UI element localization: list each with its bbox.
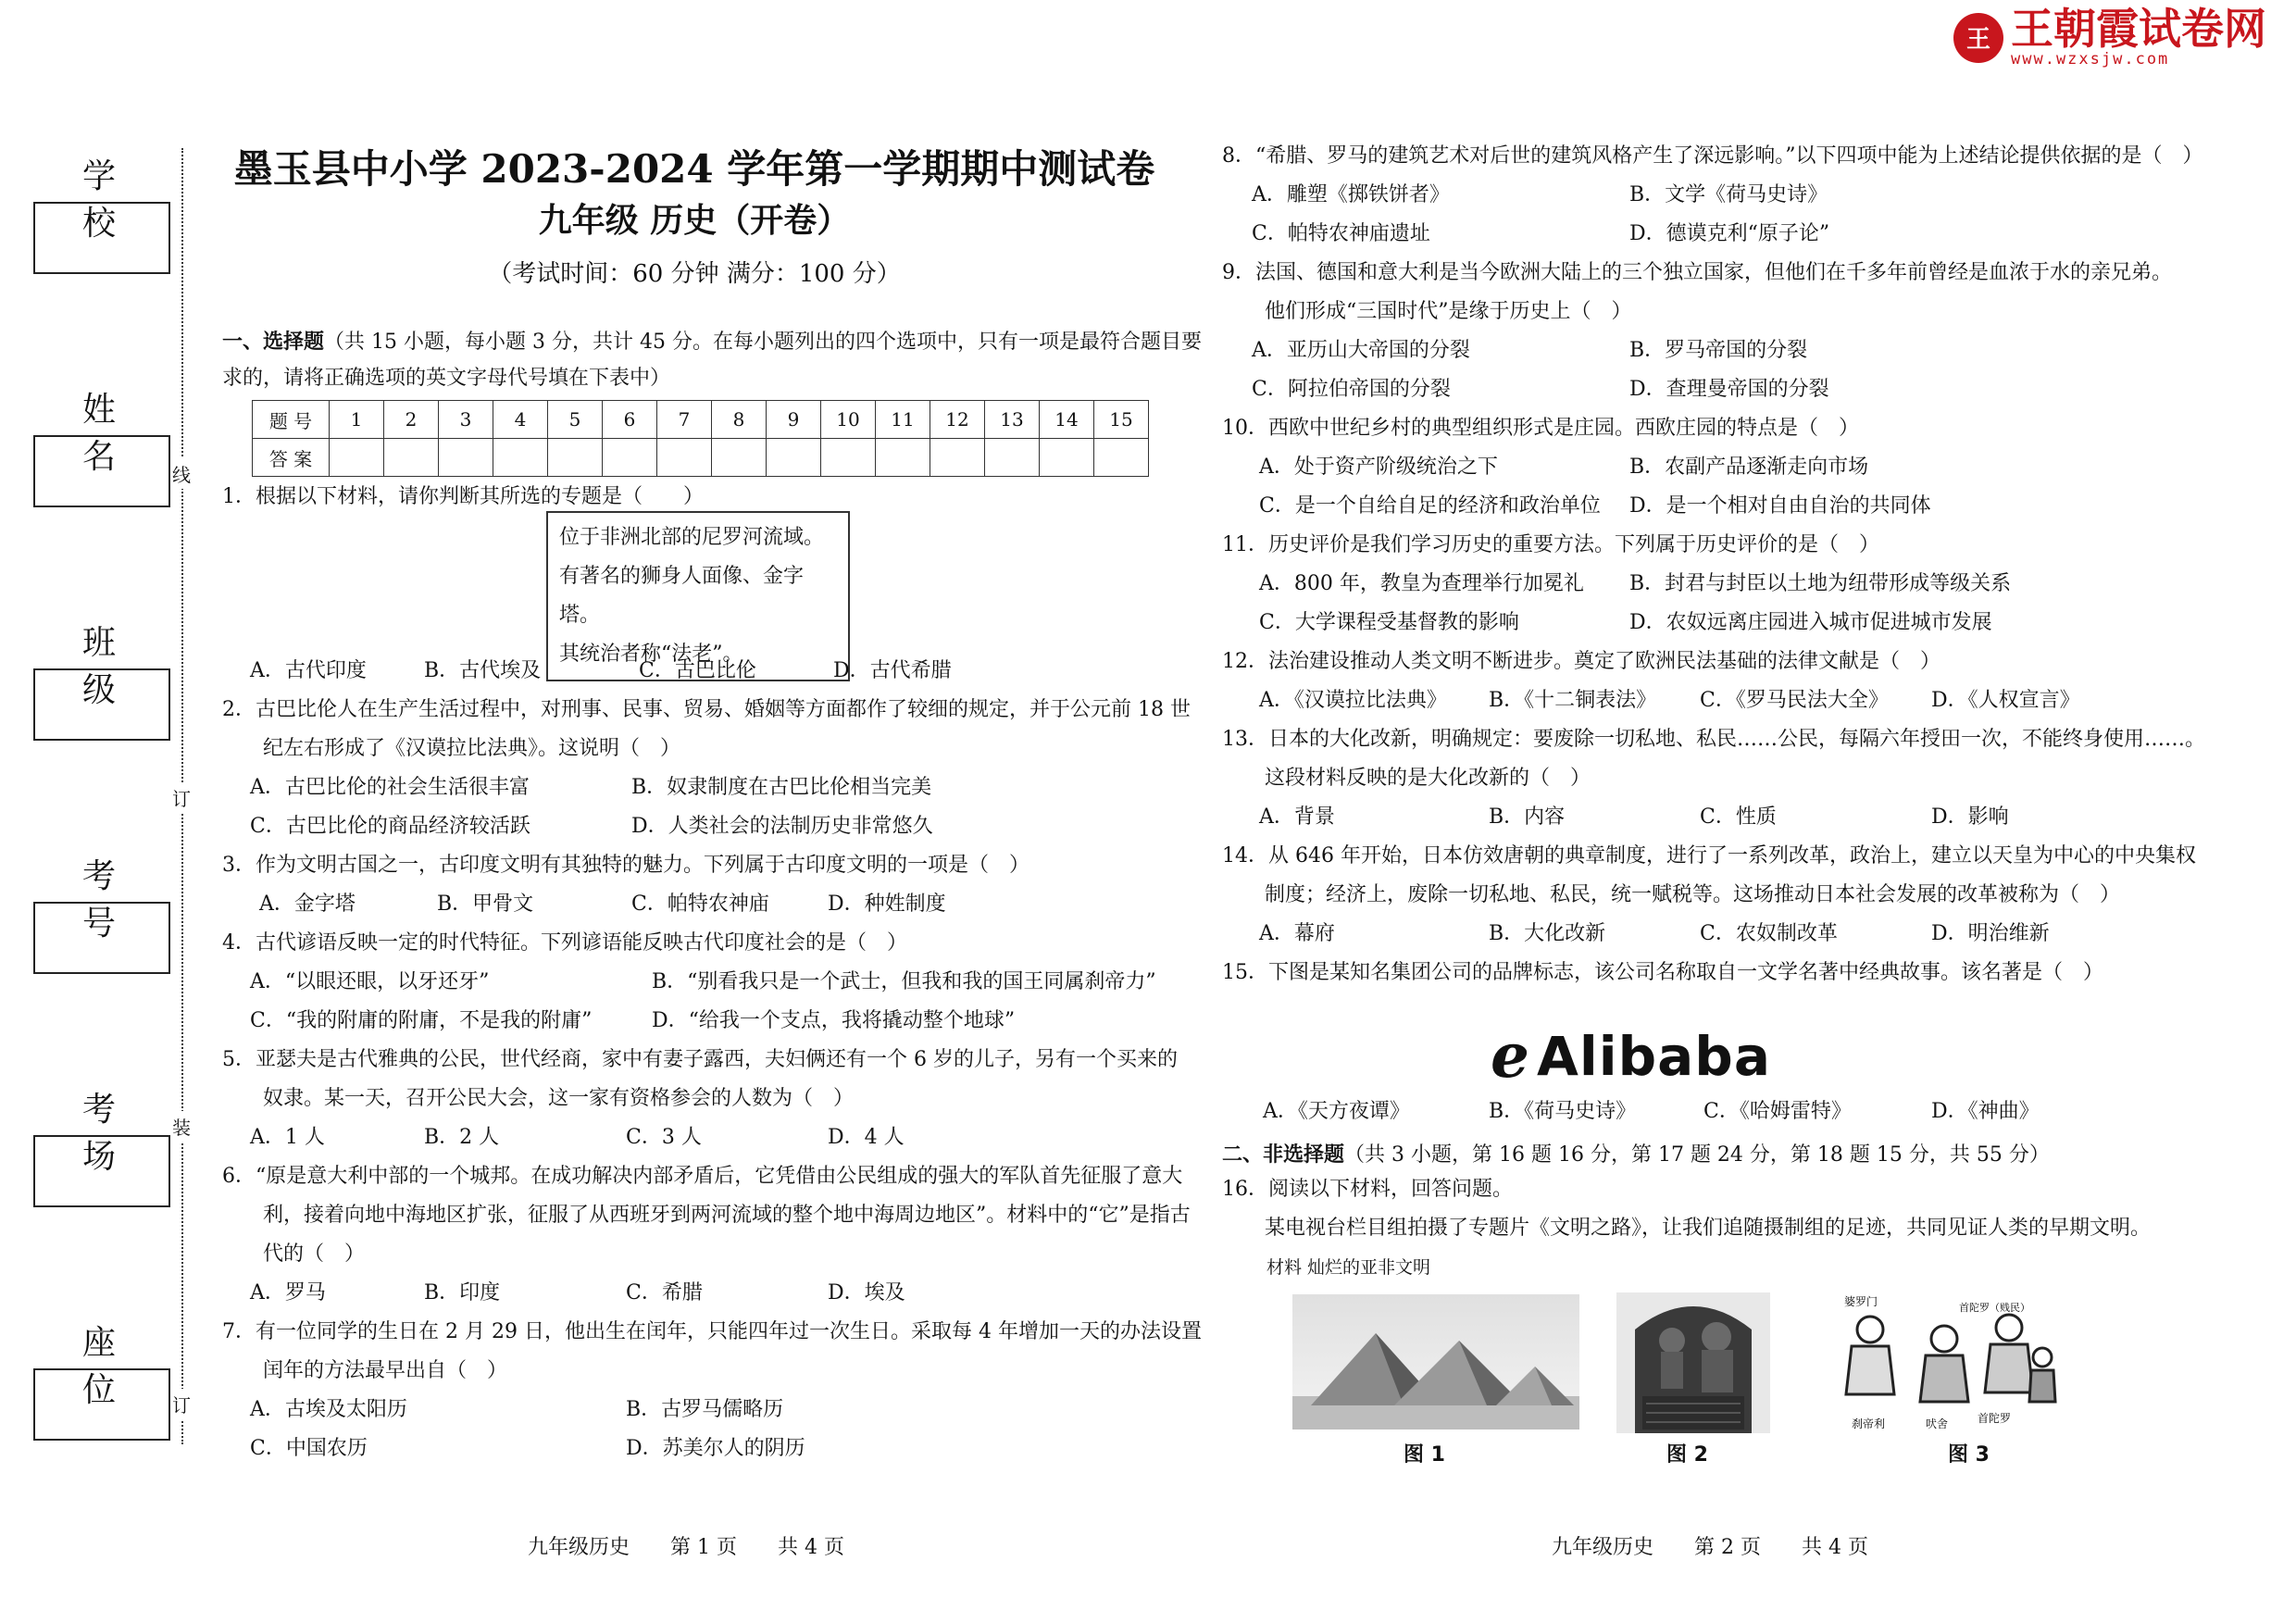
answer-cell[interactable] [1040,439,1094,477]
answer-cell[interactable] [493,439,548,477]
q12-option-b[interactable]: B．《十二铜表法》 [1489,689,1657,712]
answer-cell[interactable] [876,439,930,477]
table-cell: 5 [548,401,603,439]
q3-stem: 3．作为文明古国之一，古印度文明有其独特的魅力。下列属于古印度文明的一项是（ ） [222,854,1030,877]
q12-stem: 12．法治建设推动人类文明不断进步。奠定了欧洲民法基础的法律文献是（ ） [1222,650,1940,673]
q4-option-b[interactable]: B．“别看我只是一个武士，但我和我的国王同属刹帝力” [652,970,1156,993]
q6-option-a[interactable]: A．罗马 [250,1281,326,1305]
q4-option-a[interactable]: A．“以眼还眼，以牙还牙” [250,970,490,993]
q15-option-b[interactable]: B．《荷马史诗》 [1489,1100,1637,1123]
q5-option-a[interactable]: A．1 人 [250,1126,325,1149]
label-name: 姓 名 [81,391,138,476]
figure-caste-illustration-image [1824,1292,2065,1433]
answer-table-answer-row [253,439,1149,477]
caste-label: 婆罗门 [1844,1295,1878,1308]
q7-option-b[interactable]: B．古罗马儒略历 [626,1398,784,1421]
table-cell: 15 [1094,401,1149,439]
answer-cell[interactable] [712,439,767,477]
footer-page2: 九年级历史 第 2 页 共 4 页 [1552,1536,1868,1559]
q6-stem: 利，接着向地中海地区扩张，征服了从西班牙到两河流域的整个地中海周边地区”。材料中的“它”是指古 [263,1204,1191,1227]
binding-char: 装 [172,1111,191,1142]
table-cell: 12 [930,401,985,439]
section2-instr: （共 3 小题，第 16 题 16 分，第 17 题 24 分，第 18 题 15 分，共 55 分） [1344,1143,2050,1167]
q9-option-c[interactable]: C．阿拉伯帝国的分裂 [1252,378,1451,401]
answer-cell[interactable] [384,439,439,477]
label-exam-room: 考 场 [81,1091,138,1176]
q14-option-b[interactable]: B．大化改新 [1489,922,1606,945]
site-logo [1953,4,2266,69]
q8-option-b[interactable]: B．文学《荷马史诗》 [1629,183,1828,206]
q1-material-line: 位于非洲北部的尼罗河流域。 [559,526,825,549]
q14-stem: 14．从 646 年开始，日本仿效唐朝的典章制度，进行了一系列改革，政治上，建立以天皇为中心的中央集权 [1222,844,2196,868]
q11-option-d[interactable]: D．农奴远离庄园进入城市促进城市发展 [1629,611,1992,634]
logo-name: 王朝霞试卷网 [2011,4,2266,54]
q5-stem: 奴隶。某一天，召开公民大会，这一家有资格参会的人数为（ ） [263,1087,855,1110]
q10-option-a[interactable]: A．处于资产阶级统治之下 [1259,456,1498,479]
q5-stem: 5．亚瑟夫是古代雅典的公民，世代经商，家中有妻子露西，夫妇俩还有一个 6 岁的儿子，另有一个买来的 [222,1048,1178,1071]
q7-stem: 7．有一位同学的生日在 2 月 29 日，他出生在闰年，只能四年过一次生日。采取每 4 年增加一天的办法设置 [222,1320,1202,1343]
q10-option-d[interactable]: D．是一个相对自由自治的共同体 [1629,494,1931,518]
label-exam-number: 考 号 [81,857,138,943]
q3-option-b[interactable]: B．甲骨文 [437,893,534,916]
exam-subtitle: 九年级 历史（开卷） [538,201,851,240]
q16-intro: 某电视台栏目组拍摄了专题片《文明之路》，让我们追随摄制组的足迹，共同见证人类的早期文明。 [1265,1217,2152,1240]
table-cell: 8 [712,401,767,439]
q6-stem: 6．“原是意大利中部的一个城邦。在成功解决内部矛盾后，它凭借由公民组成的强大的军队首先征服了意大 [222,1165,1183,1188]
q4-stem: 4．古代谚语反映一定的时代特征。下列谚语能反映古代印度社会的是（ ） [222,931,907,955]
caste-label: 首陀罗 [1978,1412,2012,1425]
q8-option-c[interactable]: C．帕特农神庙遗址 [1252,222,1430,245]
label-seat: 座 位 [81,1324,138,1409]
figure-caption: 图 3 [1948,1443,1990,1467]
q15-option-a[interactable]: A．《天方夜谭》 [1263,1100,1410,1123]
q16-material-title: 材料 灿烂的亚非文明 [1267,1257,1431,1278]
binding-char: 线 [172,458,191,489]
label-school: 学 校 [81,157,138,243]
q13-option-c[interactable]: C．性质 [1700,805,1777,829]
q14-option-c[interactable]: C．农奴制改革 [1700,922,1838,945]
caste-label: 首陀罗（贱民） [1959,1302,2030,1314]
q10-stem: 10．西欧中世纪乡村的典型组织形式是庄园。西欧庄园的特点是（ ） [1222,417,1859,440]
q1-option-a[interactable]: A．古代印度 [250,659,367,682]
q9-stem: 9．法国、德国和意大利是当今欧洲大陆上的三个独立国家，但他们在千多年前曾经是血浓于水的亲兄弟。 [1222,261,2173,284]
q13-option-b[interactable]: B．内容 [1489,805,1566,829]
q1-stem: 1．根据以下材料，请你判断其所选的专题是（ ） [222,485,704,508]
answer-cell[interactable] [985,439,1040,477]
section1-heading: 一、选择题 [222,330,325,354]
q8-option-d[interactable]: D．德谟克利“原子论” [1629,222,1830,245]
table-cell: 11 [876,401,930,439]
q2-option-c[interactable]: C．古巴比伦的商品经济较活跃 [250,815,530,838]
q2-option-d[interactable]: D．人类社会的法制历史非常悠久 [631,815,933,838]
q11-option-b[interactable]: B．封君与封臣以土地为纽带形成等级关系 [1629,572,2012,595]
q2-stem: 纪左右形成了《汉谟拉比法典》。这说明（ ） [263,737,681,760]
q10-option-b[interactable]: B．农副产品逐渐走向市场 [1629,456,1869,479]
name-field[interactable] [33,435,170,507]
q13-stem: 这段材料反映的是大化改新的（ ） [1265,767,1591,790]
q13-option-d[interactable]: D．影响 [1931,805,2009,829]
q7-option-c[interactable]: C．中国农历 [250,1437,368,1460]
q7-option-a[interactable]: A．古埃及太阳历 [250,1398,407,1421]
table-cell: 10 [821,401,876,439]
table-cell: 9 [767,401,821,439]
exam-info: （考试时间：60 分钟 满分：100 分） [488,260,901,288]
q9-option-d[interactable]: D．查理曼帝国的分裂 [1629,378,1829,401]
logo-url: www.wzxsjw.com [2011,50,2170,69]
q4-option-c[interactable]: C．“我的附庸的附庸，不是我的附庸” [250,1009,593,1032]
section1-instr2: 求的，请将正确选项的英文字母代号填在下表中） [222,367,671,390]
q3-option-a[interactable]: A．金字塔 [259,893,356,916]
answer-table-header-row [253,401,1149,439]
q4-option-d[interactable]: D．“给我一个支点，我将撬动整个地球” [652,1009,1016,1032]
table-cell: 答 案 [253,439,330,477]
table-cell: 题 号 [253,401,330,439]
answer-cell[interactable] [821,439,876,477]
q13-option-a[interactable]: A．背景 [1259,805,1335,829]
label-class: 班 级 [81,624,138,709]
q12-option-c[interactable]: C．《罗马民法大全》 [1700,689,1889,712]
q1-option-b[interactable]: B．古代埃及 [424,659,542,682]
answer-cell[interactable] [603,439,657,477]
exam-number-field[interactable] [33,902,170,974]
q6-option-d[interactable]: D．埃及 [828,1281,905,1305]
table-cell: 1 [330,401,384,439]
table-cell: 2 [384,401,439,439]
class-field[interactable] [33,668,170,741]
answer-cell[interactable] [330,439,384,477]
q1-option-c[interactable]: C．古巴比伦 [639,659,756,682]
q3-option-d[interactable]: D．种姓制度 [828,893,946,916]
answer-cell[interactable] [930,439,985,477]
binding-char: 订 [172,1389,191,1419]
section1-instructions [222,322,1202,362]
section2-instructions [1222,1135,2050,1175]
school-field[interactable] [33,202,170,274]
binding-char: 订 [172,782,191,813]
caste-label: 吠舍 [1926,1417,1949,1430]
q6-stem: 代的（ ） [263,1242,366,1266]
q11-stem: 11．历史评价是我们学习历史的重要方法。下列属于历史评价的是（ ） [1222,533,1879,556]
logo-emblem-icon: 王 [1953,13,2003,63]
q7-stem: 闰年的方法最早出自（ ） [263,1359,508,1382]
q12-option-a[interactable]: A．《汉谟拉比法典》 [1259,689,1447,712]
q5-option-d[interactable]: D．4 人 [828,1126,905,1149]
answer-cell[interactable] [657,439,712,477]
figure-pyramids-image [1292,1294,1579,1429]
q5-option-b[interactable]: B．2 人 [424,1126,500,1149]
footer-page1: 九年级历史 第 1 页 共 4 页 [528,1536,844,1559]
q15-option-c[interactable]: C．《哈姆雷特》 [1703,1100,1852,1123]
figure-caption: 图 1 [1404,1443,1445,1467]
q12-option-d[interactable]: D．《人权宣言》 [1931,689,2080,712]
table-cell: 3 [439,401,493,439]
q8-option-a[interactable]: A．雕塑《掷铁饼者》 [1252,183,1450,206]
q6-option-b[interactable]: B．印度 [424,1281,501,1305]
q14-stem: 制度；经济上，废除一切私地、私民，统一赋税等。这场推动日本社会发展的改革被称为（ ） [1265,883,2121,906]
q14-option-d[interactable]: D．明治维新 [1931,922,2050,945]
figure-caption: 图 2 [1666,1443,1708,1467]
answer-cell[interactable] [767,439,821,477]
section2-heading: 二、非选择题 [1222,1142,1345,1167]
q11-option-a[interactable]: A．800 年，教皇为查理举行加冕礼 [1259,572,1584,595]
q6-option-c[interactable]: C．希腊 [626,1281,703,1305]
alibaba-wordmark: Alibaba [1537,1024,1771,1088]
q13-stem: 13．日本的大化改新，明确规定：要废除一切私地、私民……公民，每隔六年授田一次，不能终身使用……。 [1222,728,2205,751]
q2-option-b[interactable]: B．奴隶制度在古巴比伦相当完美 [631,776,932,799]
q14-option-a[interactable]: A．幕府 [1259,922,1335,945]
q11-option-c[interactable]: C．大学课程受基督教的影响 [1259,611,1519,634]
q15-stem: 15．下图是某知名集团公司的品牌标志，该公司名称取自一文学名著中经典故事。该名著是（ ） [1222,961,2103,984]
table-cell: 4 [493,401,548,439]
seat-field[interactable] [33,1368,170,1441]
q2-option-a[interactable]: A．古巴比伦的社会生活很丰富 [250,776,530,799]
q8-stem: 8．“希腊、罗马的建筑艺术对后世的建筑风格产生了深远影响。”以下四项中能为上述结论提供依据的是（ ） [1222,144,2203,168]
table-cell: 6 [603,401,657,439]
exam-room-field[interactable] [33,1135,170,1207]
caste-label: 刹帝利 [1852,1417,1886,1430]
q16-stem: 16．阅读以下材料，回答问题。 [1222,1178,1513,1201]
q9-option-b[interactable]: B．罗马帝国的分裂 [1629,339,1808,362]
alibaba-logo [1491,1020,1771,1092]
q9-stem: 他们形成“三国时代”是缘于历史上（ ） [1265,300,1632,323]
q7-option-d[interactable]: D．苏美尔人的阴历 [626,1437,805,1460]
alibaba-swoosh-icon: ℯ [1491,1020,1529,1092]
q15-option-d[interactable]: D．《神曲》 [1931,1100,2040,1123]
answer-table [252,400,1149,477]
answer-cell[interactable] [1094,439,1149,477]
table-cell: 13 [985,401,1040,439]
q1-material-line: 其统治者称“法老”。 [559,643,743,666]
answer-cell[interactable] [548,439,603,477]
exam-title: 墨玉县中小学 2023-2024 学年第一学期期中测试卷 [233,146,1155,192]
table-cell: 14 [1040,401,1094,439]
q10-option-c[interactable]: C．是一个自给自足的经济和政治单位 [1259,494,1601,518]
table-cell: 7 [657,401,712,439]
answer-cell[interactable] [439,439,493,477]
figure-hammurabi-stele-image [1616,1292,1770,1433]
q1-option-d[interactable]: D．古代希腊 [833,659,952,682]
q5-option-c[interactable]: C．3 人 [626,1126,702,1149]
q1-material-line: 有著名的狮身人面像、金字塔。 [559,565,805,627]
q2-stem: 2．古巴比伦人在生产生活过程中，对刑事、民事、贸易、婚姻等方面都作了较细的规定，并于公元前 18 世 [222,698,1191,721]
q9-option-a[interactable]: A．亚历山大帝国的分裂 [1252,339,1470,362]
section1-instr1: （共 15 小题，每小题 3 分，共计 45 分。在每小题列出的四个选项中，只有一项是最符合题目要 [324,331,1202,354]
q3-option-c[interactable]: C．帕特农神庙 [631,893,769,916]
